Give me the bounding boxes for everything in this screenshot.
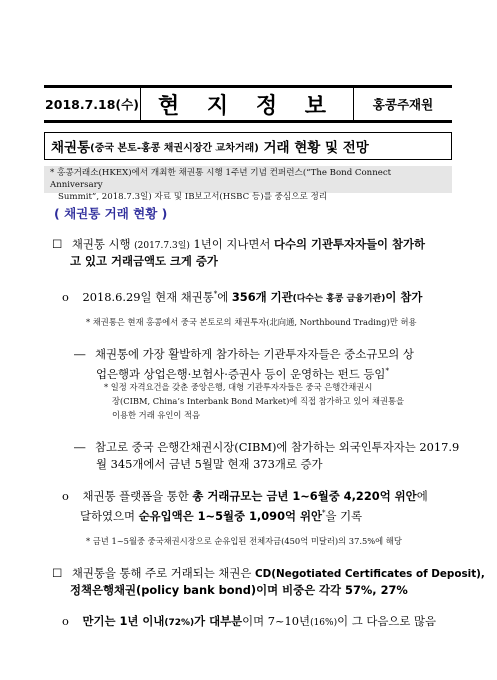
paragraph-2-line-1 [52,565,485,582]
item-2-1-text-f: 이 그 다음으로 많음 [337,614,436,628]
item-2-1-text-e: (16%) [310,618,338,628]
dash-item-1-sup: * [385,367,389,375]
source-note-line-1: * 홍콩거래소(HKEX)에서 개최한 채권통 시행 1주년 기념 컨퍼런스(“The Bond Connect Anniversary [50,168,392,190]
subject-paren: (중국 본토-홍콩 채권시장간 교차거래) [90,142,259,154]
item-1-2-text-c: 에 [416,489,428,503]
subject-box [44,132,452,160]
p2-text-b: CD(Negotiated Certificates of Deposit), [255,568,485,580]
item-1-2-text-f: 을 기록 [325,508,363,523]
item-1-2-text-a: 채권통 플랫폼을 통한 [82,489,193,503]
item-2-1 [62,613,436,631]
report-title: 현 지 정 보 [141,88,354,120]
p1-text-c: 1년이 지나면서 [189,237,275,251]
dash-item-2-line-2: 월 345개에서 금년 5월말 현재 373개로 증가 [96,457,323,471]
dash-item-1-line-1 [74,346,414,362]
footnote-2-line-2: 장(CIBM, China’s Interbank Bond Market)에 직접 참가하고 있어 채권통을 [112,396,405,406]
paragraph-1-line-1 [52,236,425,254]
item-1-1 [62,286,422,307]
item-2-1-text-b: (72%) [164,618,195,628]
circle-marker: ο [62,614,69,628]
item-1-1-sup: * [213,290,218,298]
item-2-1-text-a: 만기는 1년 이내 [82,614,165,628]
item-2-1-text-c: 가 대부분 [194,614,243,628]
item-1-2-text-e: 순유입액은 1~5월중 1,090억 위안 [138,508,322,523]
footnote-2-line-1: * 일정 자격요건을 갖춘 중앙은행, 대형 기관투자자들은 중국 은행간채권시 [104,382,373,392]
section-title: ( 채권통 거래 현황 ) [54,206,168,221]
circle-marker: ο [62,489,69,503]
paragraph-2-line-2: 정책은행채권(policy bank bond)이며 비중은 각각 57%, 27% [70,583,408,597]
circle-marker: ο [62,289,69,304]
item-1-1-text-b: 에 [217,289,232,304]
item-1-2-line-1 [62,488,428,504]
footnote-2-line-3: 이용한 거래 유인이 적음 [112,410,201,420]
item-1-1-text-e: 이 참가 [385,289,423,304]
paragraph-1-line-2: 고 있고 거래금액도 크게 증가 [70,254,218,268]
dash-item-1-line-2 [96,363,389,382]
report-organization: 홍콩주재원 [372,97,434,112]
item-1-2-sup: * [322,509,326,517]
dash-item-1-text-1: 채권통에 가장 활발하게 참가하는 기관투자자들은 중소규모의 상 [95,347,414,361]
item-1-1-text-a: 2018.6.29일 현재 채권통 [82,289,214,304]
p1-text-a: 채권통 시행 [71,237,131,251]
source-note [44,166,452,202]
item-1-1-text-d: (다수는 홍콩 금융기관) [292,293,386,304]
report-header [44,85,452,123]
subject-main: 채권통 [51,140,91,156]
report-date: 2018.7.18(수) [44,88,141,120]
footnote-3: * 금년 1~5월중 중국채권시장으로 순유입된 전체자금(450억 미달러)의 37.5%에 해당 [86,536,402,546]
p1-text-b: (2017.7.3일) [134,241,190,251]
item-2-1-text-d: 이며 7~10년 [242,614,311,628]
item-1-1-text-c: 356개 기관 [231,289,293,304]
subject-rest: 거래 현황 및 전망 [258,140,369,156]
dash-item-2-text-1: 참고로 중국 은행간채권시장(CIBM)에 참가하는 외국인투자자는 2017.9 [95,440,460,454]
p2-text-a: 채권통을 통해 주로 거래되는 채권은 [71,566,255,580]
item-1-2-line-2 [80,505,362,524]
square-marker: ☐ [52,237,63,251]
item-1-2-text-b: 총 거래규모는 금년 1~6월중 4,220억 위안 [192,489,417,503]
square-marker: ☐ [52,566,63,580]
item-1-2-text-d: 달하였으며 [80,508,139,523]
footnote-1: * 채권통은 현재 홍콩에서 중국 본토로의 채권투자(北向通, Northbound Trading)만 허용 [86,317,417,327]
p1-text-d: 다수의 기관투자자들이 참가하 [274,237,426,251]
dash-item-2-line-1 [74,439,459,455]
dash-marker: ― [74,440,86,454]
source-note-line-2: Summit”, 2018.7.3일) 자료 및 IB보고서(HSBC 등)를 중심으로 정리 [58,192,328,202]
dash-marker: ― [74,347,86,361]
dash-item-1-text-2: 업은행과 상업은행·보험사·증권사 등이 운영하는 펀드 등임 [96,366,386,381]
